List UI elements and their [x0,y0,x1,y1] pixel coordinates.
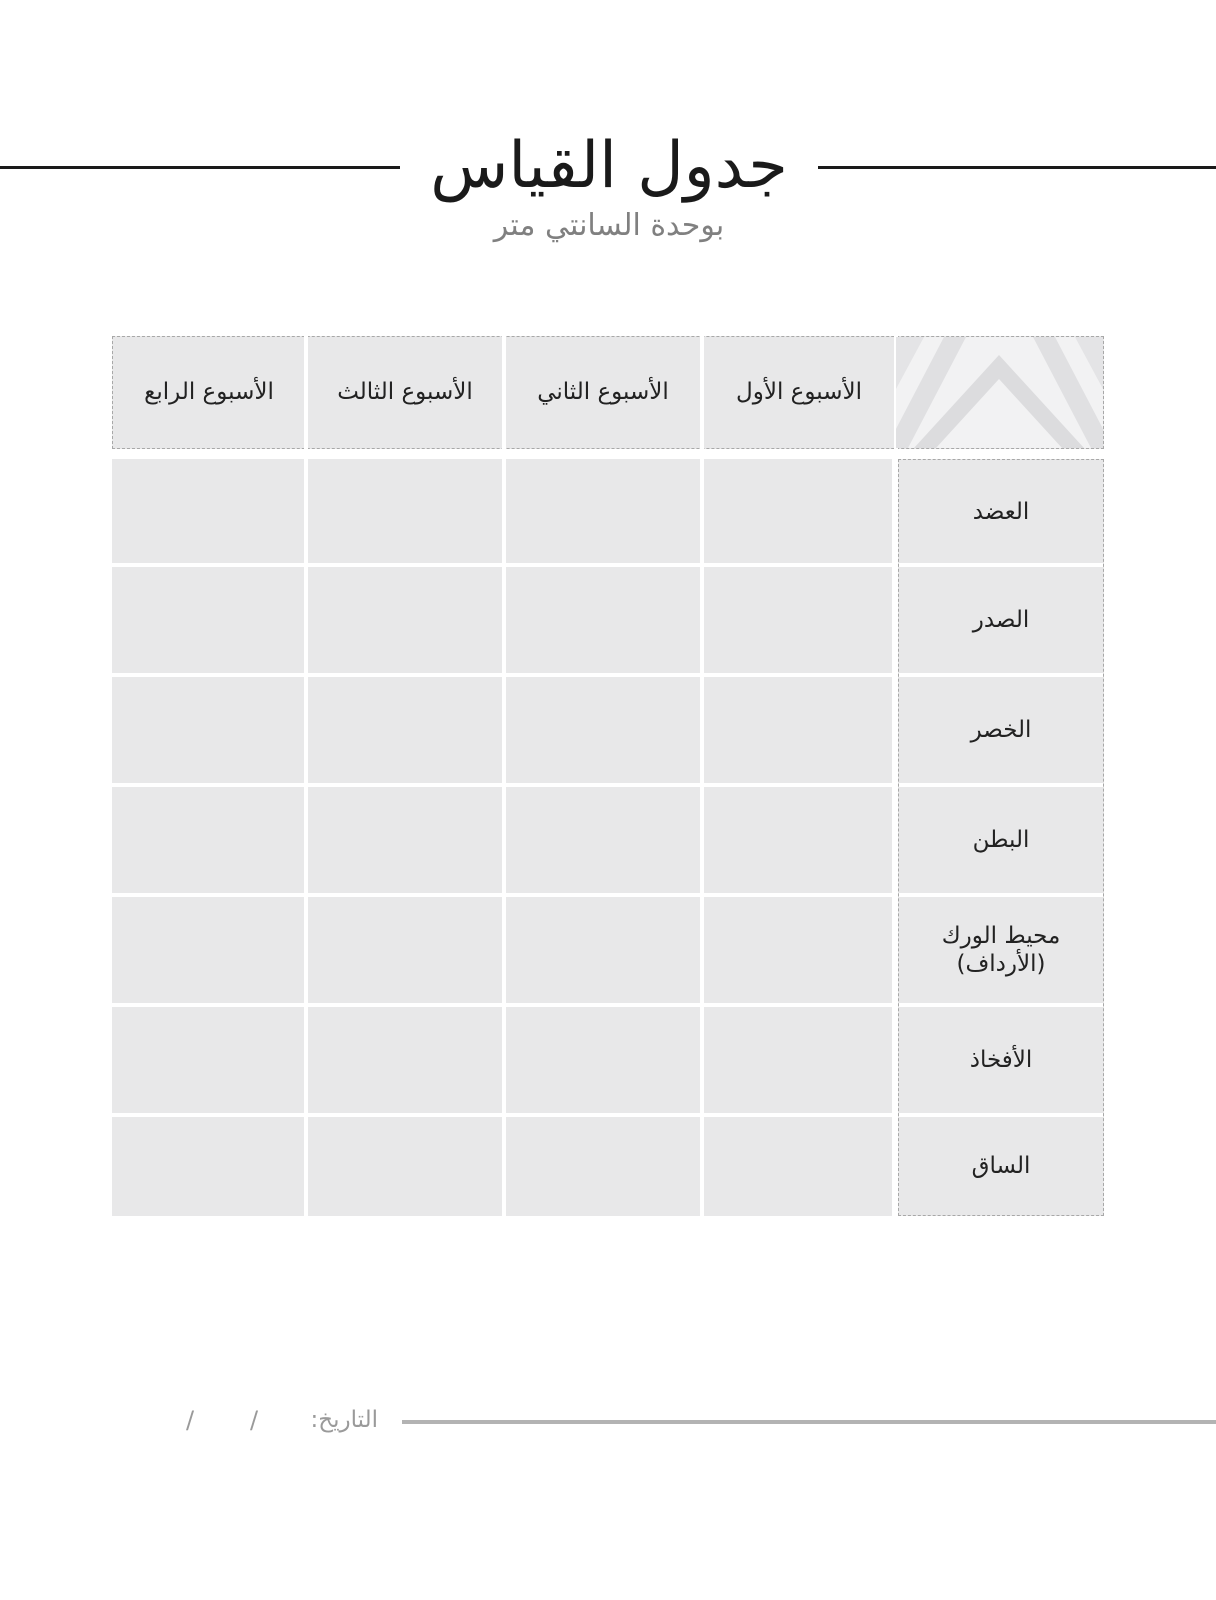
table-cell[interactable] [506,787,700,893]
row-label-thighs: الأفخاذ [969,1047,1033,1073]
table-cell[interactable] [506,1117,700,1216]
header-week-4: الأسبوع الرابع [144,379,274,405]
corner-pattern [896,337,1103,448]
table-cell[interactable] [112,677,304,783]
table-cell[interactable] [704,787,892,893]
table-cell[interactable] [704,1007,892,1113]
table-cell[interactable] [308,787,502,893]
table-cell[interactable] [704,459,892,563]
table-cell[interactable] [506,459,700,563]
table-cell[interactable] [704,677,892,783]
row-label-belly: البطن [972,827,1030,853]
table-cell[interactable] [112,1117,304,1216]
header-week-3: الأسبوع الثالث [337,379,473,405]
row-label-calf: الساق [971,1152,1031,1179]
header-week-2: الأسبوع الثاني [537,379,669,405]
table-cell[interactable] [112,459,304,563]
date-label: التاريخ: [310,1407,378,1433]
table-cell[interactable] [308,1117,502,1216]
table-cell[interactable] [308,1007,502,1113]
date-separator: / [250,1406,259,1434]
table-cell[interactable] [308,677,502,783]
header-week-1: الأسبوع الأول [736,379,862,405]
table-cell[interactable] [308,897,502,1003]
table-cell[interactable] [506,1007,700,1113]
table-cell[interactable] [704,567,892,673]
page-title: جدول القياس [430,129,788,203]
chevron-pattern-icon [896,337,1103,448]
table-cell[interactable] [506,897,700,1003]
title-rule-left [0,166,400,169]
row-label-chest: الصدر [972,607,1030,633]
title-rule-right [818,166,1216,169]
table-cell[interactable] [112,567,304,673]
table-cell[interactable] [308,459,502,563]
row-label-arm: العضد [972,499,1030,525]
table-cell[interactable] [704,1117,892,1216]
table-cell[interactable] [112,1007,304,1113]
table-cell[interactable] [506,567,700,673]
table-cell[interactable] [112,787,304,893]
date-separator: / [186,1406,195,1434]
row-label-hips: محيط الورك (الأرداف) [941,923,1061,977]
table-cell[interactable] [112,897,304,1003]
table-cell[interactable] [704,897,892,1003]
row-label-waist: الخصر [970,717,1032,743]
date-rule [402,1420,1216,1424]
page-subtitle: بوحدة السانتي متر [493,208,725,243]
table-cell[interactable] [308,567,502,673]
table-cell[interactable] [506,677,700,783]
